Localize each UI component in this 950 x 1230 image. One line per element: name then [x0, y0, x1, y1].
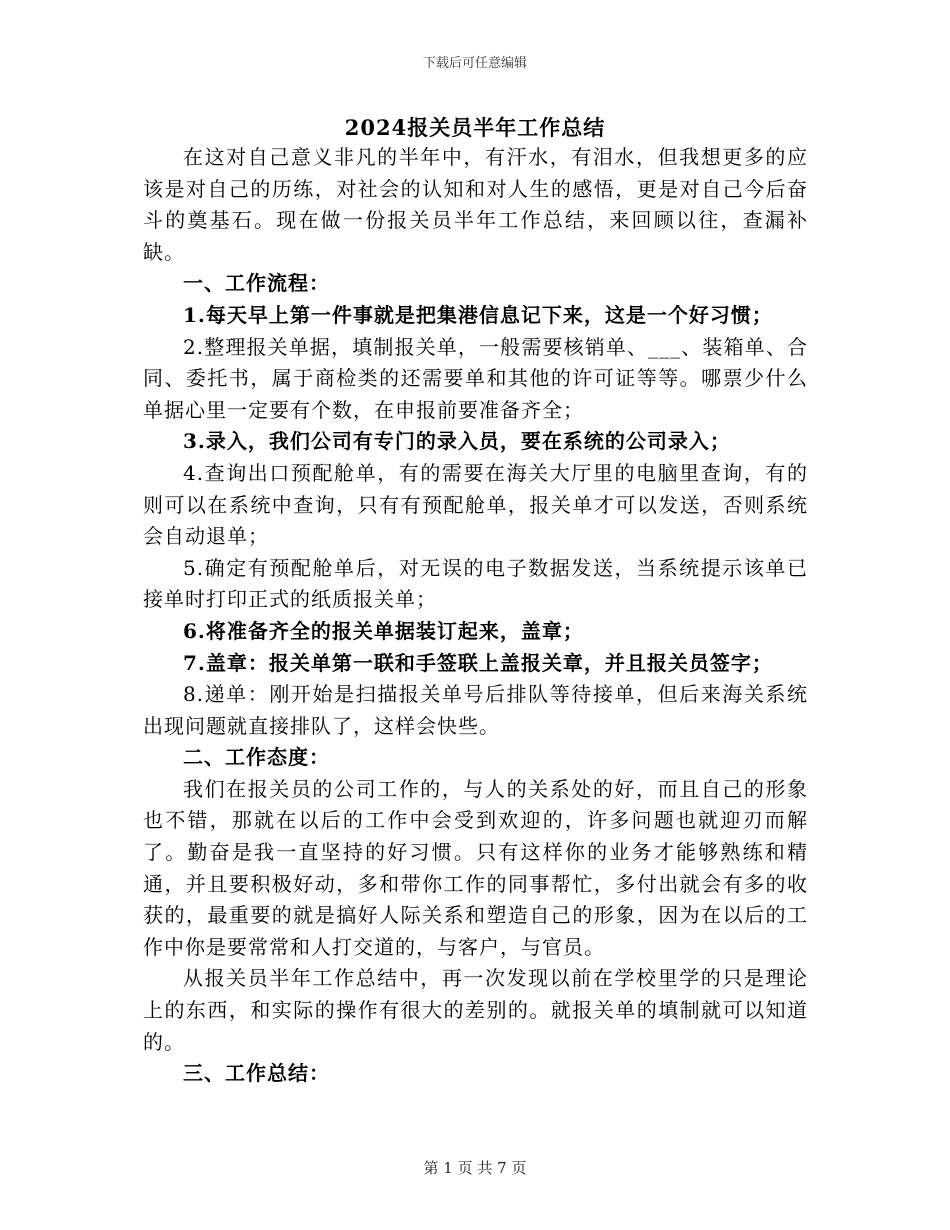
workflow-step-7: 7.盖章：报关单第一联和手签联上盖报关章，并且报关员签字； [183, 650, 773, 675]
page-header: 下载后可任意编辑 [422, 56, 527, 71]
paragraph-reflection: 从报关员半年工作总结中，再一次发现以前在学校里学的只是理论上的东西，和实际的操作有很大的差别的。就报关单的填制就可以知道的。 [143, 966, 808, 1054]
paragraph-attitude: 我们在报关员的公司工作的，与人的关系处的好，而且自己的形象也不错，那就在以后的工作中会受到欢迎的，许多问题也就迎刃而解了。勤奋是我一直坚持的好习惯。只有这样你的业务才能够熟练和精通，并且要积极好动，多和带你工作的同事帮忙，多付出就会有多的收获的，最重要的就是搞好人际关系和塑造自己的形象，因为在以后的工作中你是要常常和人打交道的，与客户，与官员。 [143, 776, 808, 959]
section-heading-attitude: 二、工作态度： [183, 745, 330, 770]
workflow-step-4: 4.查询出口预配舱单，有的需要在海关大厅里的电脑里查询，有的则可以在系统中查询，只有有预配舱单，报关单才可以发送，否则系统会自动退单； [143, 460, 808, 549]
section-heading-summary: 三、工作总结： [183, 1061, 330, 1086]
document-body [143, 142, 808, 1090]
workflow-step-6: 6.将准备齐全的报关单据装订起来，盖章； [183, 618, 584, 643]
workflow-step-5: 5.确定有预配舱单后，对无误的电子数据发送，当系统提示该单已接单时打印正式的纸质报关单； [143, 555, 808, 612]
paragraph-intro: 在这对自己意义非凡的半年中，有汗水，有泪水，但我想更多的应该是对自己的历练，对社会的认知和对人生的感悟，更是对自己今后奋斗的奠基石。现在做一份报关员半年工作总结，来回顾以往，查漏补缺。 [143, 145, 808, 264]
document-title: 2024报关员半年工作总结 [344, 115, 606, 140]
workflow-step-8: 8.递单：刚开始是扫描报关单号后排队等待接单，但后来海关系统出现问题就直接排队了，这样会快些。 [143, 682, 808, 738]
section-heading-workflow: 一、工作流程： [183, 271, 330, 296]
workflow-step-2: 2.整理报关单据，填制报关单，一般需要核销单、___、装箱单、合同、委托书，属于商检类的还需要单和其他的许可证等等。哪票少什么单据心里一定要有个数，在申报前要准备齐全； [143, 334, 808, 422]
page-footer: 第 1 页 共 7 页 [423, 1159, 527, 1177]
workflow-step-3: 3.录入，我们公司有专门的录入员，要在系统的公司录入； [183, 429, 731, 454]
workflow-step-1: 1.每天早上第一件事就是把集港信息记下来，这是一个好习惯； [183, 302, 773, 327]
